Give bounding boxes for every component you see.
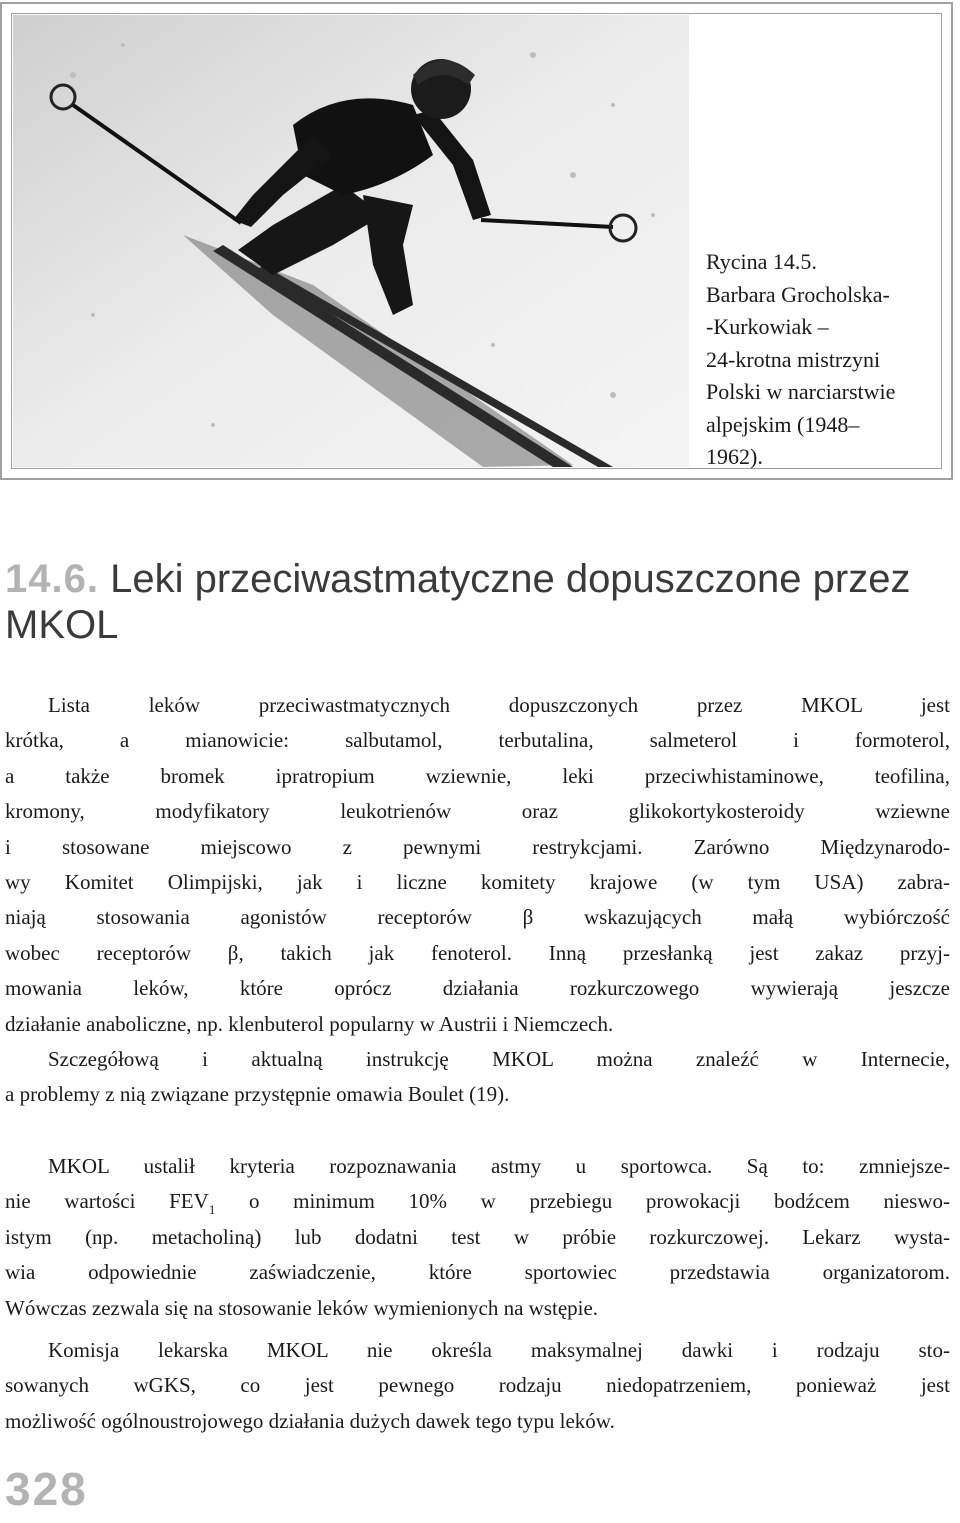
text-line: a problemy z nią związane przystępnie omawia Boulet (19). bbox=[5, 1082, 510, 1107]
caption-line: Polski w narciarstwie bbox=[706, 379, 896, 404]
caption-line: 24-krotna mistrzyni bbox=[706, 346, 881, 372]
text-line: wobec receptorów β, takich jak fenoterol. Inną przesłanką jest zakaz przyj- bbox=[5, 940, 950, 965]
caption-line: Barbara Grocholska- bbox=[706, 281, 890, 307]
text-line: Wówczas zezwala się na stosowanie leków wymienionych na wstępie. bbox=[5, 1295, 599, 1320]
text-line: Lista leków przeciwastmatycznych dopuszczonych przez MKOL jest bbox=[48, 693, 950, 717]
skier-photo bbox=[13, 15, 689, 467]
figure-caption bbox=[706, 246, 942, 474]
caption-line: -Kurkowiak – bbox=[706, 314, 829, 339]
text-line: mowania leków, które oprócz działania rozkurczowego wywierają jeszcze bbox=[5, 976, 950, 1001]
paragraph-3 bbox=[5, 1149, 950, 1326]
text-line: nie wartości $FEV_1$ o minimum 10% w przebiegu prowokacji bodźcem nieswo- bbox=[5, 1189, 950, 1218]
section-heading bbox=[5, 556, 945, 648]
text-line: i stosowane miejscowo z pewnymi restrykcjami. Zarówno Międzynarodo- bbox=[5, 834, 950, 859]
section-title-line1: Leki przeciwastmatyczne dopuszczone bbox=[110, 557, 802, 601]
section-title-line2: przez MKOL bbox=[5, 557, 911, 647]
text-line: istym (np. metacholiną) lub dodatni test w próbie rozkurczowej. Lekarz wysta- bbox=[5, 1224, 950, 1249]
section-number: 14.6. bbox=[5, 557, 99, 601]
paragraph-2 bbox=[5, 1042, 950, 1113]
page-number: 328 bbox=[5, 1463, 88, 1515]
text-line: możliwość ogólnoustrojowego działania dużych dawek tego typu leków. bbox=[5, 1408, 615, 1433]
text-line: MKOL ustalił kryteria rozpoznawania astmy u sportowca. Są to: zmniejsze- bbox=[48, 1154, 950, 1178]
text-line: wy Komitet Olimpijski, jak i liczne komitety krajowe (w tym USA) zabra- bbox=[5, 870, 950, 895]
text-line: wia odpowiednie zaświadczenie, które sportowiec przedstawia organizatorom. bbox=[5, 1260, 950, 1285]
text-line: kromony, modyfikatory leukotrienów oraz glikokortykosteroidy wziewne bbox=[5, 799, 950, 824]
text-line: niają stosowania agonistów receptorów β wskazujących małą wybiórczość bbox=[5, 905, 950, 930]
text-line: Szczegółową i aktualną instrukcję MKOL można znaleźć w Internecie, bbox=[48, 1047, 950, 1071]
paragraph-4 bbox=[5, 1333, 950, 1439]
text-line: sowanych wGKS, co jest pewnego rodzaju niedopatrzeniem, ponieważ jest bbox=[5, 1373, 950, 1398]
paragraph-1 bbox=[5, 688, 950, 1042]
caption-line: alpejskim (1948– bbox=[706, 411, 860, 437]
caption-line: Rycina 14.5. bbox=[706, 249, 817, 274]
fev-subscript: 1 bbox=[208, 1202, 216, 1218]
caption-line: 1962). bbox=[706, 444, 763, 469]
text-line: krótka, a mianowicie: salbutamol, terbutalina, salmeterol i formoterol, bbox=[5, 728, 950, 753]
text-line: Komisja lekarska MKOL nie określa maksymalnej dawki i rodzaju sto- bbox=[48, 1338, 950, 1362]
text-line: a także bromek ipratropium wziewnie, leki przeciwhistaminowe, teofilina, bbox=[5, 763, 950, 788]
text-line: działanie anaboliczne, np. klenbuterol popularny w Austrii i Niemczech. bbox=[5, 1011, 614, 1036]
